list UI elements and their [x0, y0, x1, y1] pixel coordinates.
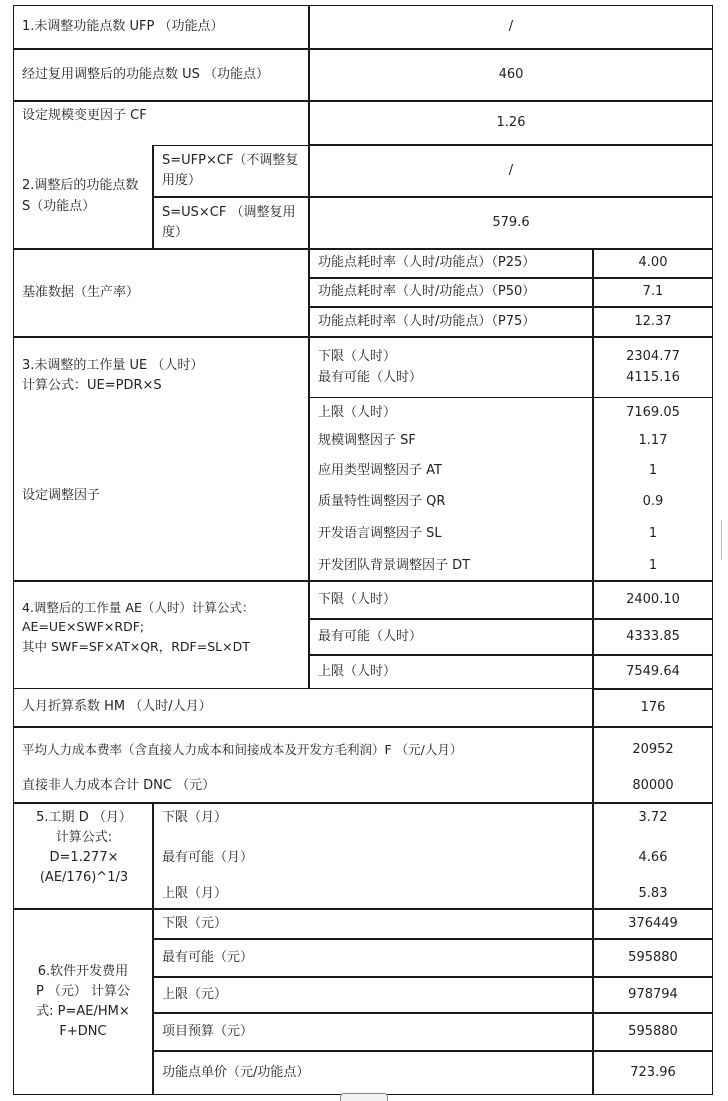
- cost-unit: P （元） 计算公: [35, 983, 131, 999]
- cost-formula-a: 式: P=AE/HM×: [36, 1004, 130, 1019]
- budget-value: 595880: [593, 1013, 713, 1051]
- s-label: 2.调整后的功能点数 S（功能点）: [13, 145, 153, 249]
- ue-label: 3.未调整的工作量 UE （人时）: [22, 358, 204, 373]
- factor-values-cell: [593, 397, 713, 581]
- schedule-values-cell: [593, 803, 713, 909]
- factor-at-value: 1: [648, 463, 658, 478]
- schedule-high-value: 5.83: [638, 886, 668, 901]
- cf-value: 1.26: [309, 101, 713, 145]
- factor-qr-value: 0.9: [642, 494, 664, 509]
- factor-at-label: 应用类型调整因子 AT: [318, 463, 442, 478]
- ue-low-value: 2304.77: [626, 349, 680, 365]
- page-edge-marker: [721, 520, 728, 560]
- unit-price-value: 723.96: [593, 1051, 713, 1095]
- ae-likely-value: 4333.85: [593, 619, 713, 655]
- cost-label: 6.软件开发费用: [37, 963, 129, 979]
- factor-sl-label: 开发语言调整因子 SL: [318, 526, 442, 541]
- benchmark-p50-value: 7.1: [593, 278, 713, 307]
- ue-range-values: [593, 337, 713, 397]
- s-value-reuse: 579.6: [309, 197, 713, 249]
- schedule-low-label: 下限（月）: [162, 810, 228, 825]
- ae-high-label: 上限（人时）: [309, 655, 593, 689]
- estimation-table: [13, 5, 713, 1095]
- benchmark-p75-value: 12.37: [593, 307, 713, 337]
- ae-label: 4.调整后的工作量 AE（人时）计算公式：: [22, 600, 255, 615]
- benchmark-label: 基准数据（生产率）: [13, 249, 309, 337]
- unit-price-label: 功能点单价（元/功能点）: [153, 1051, 593, 1095]
- schedule-label-cell: [13, 803, 153, 909]
- ufp-value: /: [309, 5, 713, 49]
- factor-qr-label: 质量特性调整因子 QR: [318, 494, 446, 509]
- schedule-high-label: 上限（月）: [162, 886, 228, 901]
- rate-value: 20952: [632, 742, 674, 757]
- hm-value: 176: [593, 689, 713, 727]
- schedule-label: 5.工期 D （月）: [36, 810, 132, 825]
- ae-likely-label: 最有可能（人时）: [309, 619, 593, 655]
- ue-range-cell: [309, 337, 593, 397]
- cost-low-label: 下限（元）: [153, 909, 593, 939]
- benchmark-p50-label: 功能点耗时率（人时/功能点）（P50）: [309, 278, 593, 307]
- s-formula-reuse: S=US×CF （调整复用度）: [153, 197, 309, 249]
- budget-label: 项目预算（元）: [153, 1013, 593, 1051]
- us-value: 460: [309, 49, 713, 101]
- factor-labels-cell: [309, 397, 593, 581]
- schedule-formula-b: (AE/176)^1/3: [39, 870, 129, 886]
- cost-low-value: 376449: [593, 909, 713, 939]
- ue-low-label: 下限（人时）: [318, 349, 397, 365]
- factor-sf-value: 1.17: [638, 433, 668, 448]
- cost-likely-value: 595880: [593, 939, 713, 977]
- benchmark-p75-label: 功能点耗时率（人时/功能点）（P75）: [309, 307, 593, 337]
- ae-low-label: 下限（人时）: [309, 581, 593, 619]
- ue-factors-label-cell: [13, 337, 309, 581]
- benchmark-p25-value: 4.00: [593, 249, 713, 278]
- rate-dnc-cell: [13, 727, 593, 803]
- schedule-likely-label: 最有可能（月）: [162, 850, 254, 865]
- cost-formula-b: F+DNC: [59, 1024, 107, 1040]
- us-label: 经过复用调整后的功能点数 US （功能点）: [13, 49, 309, 101]
- cost-high-value: 978794: [593, 977, 713, 1013]
- ue-likely-value: 4115.16: [626, 369, 680, 385]
- ufp-label: 1.未调整功能点数 UFP （功能点）: [13, 5, 309, 49]
- rate-label: 平均人力成本费率（含直接人力成本和间接成本及开发方毛利润）F （元/人月）: [22, 742, 463, 757]
- ae-formula: AE=UE×SWF×RDF;: [22, 619, 145, 635]
- schedule-formula-a: D=1.277×: [49, 850, 119, 866]
- dnc-label: 直接非人力成本合计 DNC （元）: [22, 778, 216, 793]
- rate-dnc-values: [593, 727, 713, 803]
- schedule-formula-title: 计算公式:: [55, 830, 113, 846]
- ae-label-cell: [13, 581, 309, 689]
- schedule-labels-cell: [153, 803, 593, 909]
- ae-high-value: 7549.64: [593, 655, 713, 689]
- hm-label: 人月折算系数 HM （人时/人月）: [13, 689, 593, 727]
- factor-dt-value: 1: [648, 558, 658, 573]
- ue-high-value: 7169.05: [626, 405, 680, 420]
- benchmark-p25-label: 功能点耗时率（人时/功能点）（P25）: [309, 249, 593, 278]
- ue-formula: 计算公式：UE=PDR×S: [22, 378, 162, 394]
- factors-label: 设定调整因子: [22, 488, 101, 503]
- s-formula-no-reuse: S=UFP×CF（不调整复用度）: [153, 145, 309, 197]
- cost-high-label: 上限（元）: [153, 977, 593, 1013]
- s-value-no-reuse: /: [309, 145, 713, 197]
- ae-low-value: 2400.10: [593, 581, 713, 619]
- schedule-low-value: 3.72: [638, 810, 668, 825]
- factor-sf-label: 规模调整因子 SF: [318, 433, 416, 448]
- cost-likely-label: 最有可能（元）: [153, 939, 593, 977]
- dnc-value: 80000: [632, 778, 674, 793]
- cf-label: 设定规模变更因子 CF: [13, 101, 309, 145]
- ae-formula-detail: 其中 SWF=SF×AT×QR，RDF=SL×DT: [22, 638, 250, 654]
- cost-label-cell: [13, 909, 153, 1095]
- factor-dt-label: 开发团队背景调整因子 DT: [318, 558, 471, 573]
- factor-sl-value: 1: [648, 526, 658, 541]
- ue-likely-label: 最有可能（人时）: [318, 369, 423, 385]
- ue-high-label: 上限（人时）: [318, 405, 397, 420]
- schedule-likely-value: 4.66: [638, 850, 668, 865]
